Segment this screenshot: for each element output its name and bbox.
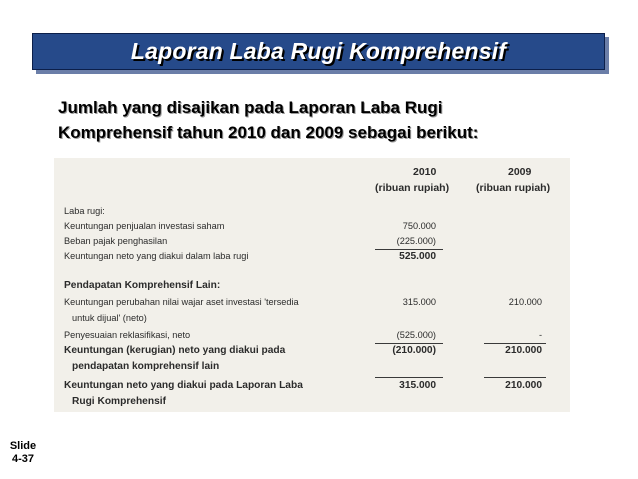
col-2010-year: 2010 (413, 166, 437, 178)
income-statement-table: 2010 (ribuan rupiah) 2009 (ribuan rupiah) Laba rugi: Keuntungan penjualan investasi saham 750.000 Beban pajak penghasilan (225.000) Keuntungan neto yang diakui dalam laba rugi 525.000 Pendapatan Komprehensif Lain: Keuntungan perubahan nilai wajar aset investasi 'tersedia 315.000 210.000 untuk dijual' (neto) Penyesuaian reklasifikasi, neto (525.000) - Keuntungan (kerugian) neto yang diakui pada (210.000) 210.000 pendapatan komprehensif lain Keuntungan neto yang diakui pada Laporan Laba 315.000 210.000 Rugi Komprehensif (54, 158, 570, 412)
intro-text (58, 95, 618, 145)
page-title: Laporan Laba Rugi Komprehensif (130, 38, 507, 64)
intro-line-2: Komprehensif tahun 2010 dan 2009 sebagai berikut: (58, 123, 479, 142)
slide-id: 4-37 (11, 453, 35, 465)
divider (375, 377, 443, 378)
col-2009-year: 2009 (508, 166, 532, 178)
title-banner (32, 33, 605, 70)
slide-number (6, 440, 40, 466)
divider (375, 249, 443, 250)
col-2009-unit: (ribuan rupiah) (476, 182, 551, 194)
divider (484, 377, 546, 378)
col-2010-unit: (ribuan rupiah) (375, 182, 450, 194)
divider (484, 343, 546, 344)
slide-label: Slide (9, 440, 37, 452)
intro-line-1: Jumlah yang disajikan pada Laporan Laba Rugi (58, 98, 443, 117)
divider (375, 343, 443, 344)
